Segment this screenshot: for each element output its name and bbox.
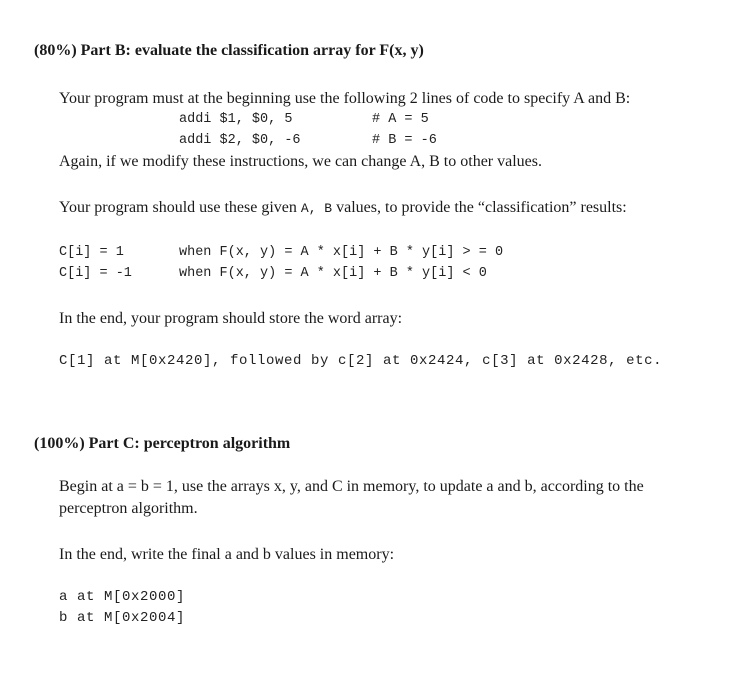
rule-2-lhs: C[i] = -1 — [59, 266, 132, 281]
mem-line-b: b at M[0x2004] — [59, 610, 186, 626]
rule-2-rhs: when F(x, y) = A * x[i] + B * y[i] < 0 — [179, 266, 487, 281]
code-line-2-comment: # B = -6 — [372, 133, 437, 148]
usage-code: A, B — [300, 201, 333, 216]
code-line-1-comment: # A = 5 — [372, 112, 429, 127]
part-c-para2: In the end, write the final a and b values in memory: — [59, 546, 395, 563]
mem-line-a: a at M[0x2000] — [59, 589, 186, 605]
part-b-end-text: In the end, your program should store the word array: — [59, 310, 403, 327]
usage-pre: Your program should use these given — [59, 199, 301, 216]
code-line-2-instr: addi $2, $0, -6 — [179, 133, 301, 148]
rule-1-lhs: C[i] = 1 — [59, 245, 124, 260]
part-c-heading: (100%) Part C: perceptron algorithm — [34, 435, 291, 452]
part-c-para1-line1: Begin at a = b = 1, use the arrays x, y, and C in memory, to update a and b, according to the — [59, 478, 644, 495]
part-b-usage — [59, 199, 627, 217]
part-b-again: Again, if we modify these instructions, we can change A, B to other values. — [59, 153, 542, 170]
part-b-intro: Your program must at the beginning use the following 2 lines of code to specify A and B: — [59, 90, 631, 107]
rule-1-rhs: when F(x, y) = A * x[i] + B * y[i] > = 0 — [179, 245, 504, 260]
part-b-heading: (80%) Part B: evaluate the classification array for F(x, y) — [34, 42, 424, 59]
code-line-1-instr: addi $1, $0, 5 — [179, 112, 293, 127]
store-line: C[1] at M[0x2420], followed by c[2] at 0x2424, c[3] at 0x2428, etc. — [59, 353, 663, 369]
part-c-para1-line2: perceptron algorithm. — [59, 500, 198, 517]
usage-post: values, to provide the “classification” results: — [332, 199, 627, 216]
